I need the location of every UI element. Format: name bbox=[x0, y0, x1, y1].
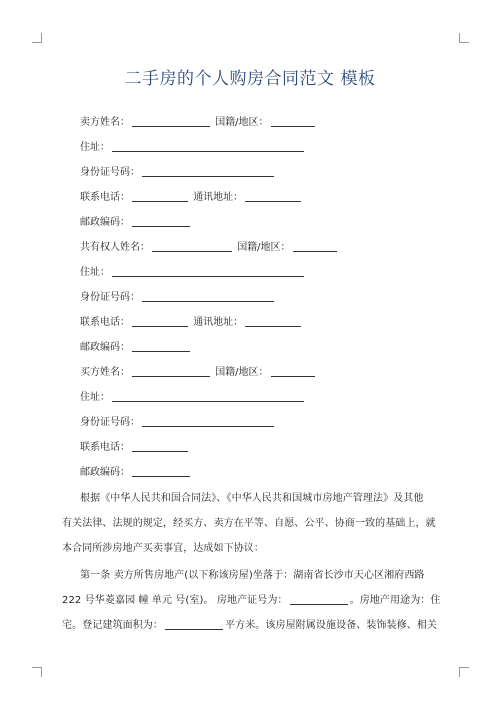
seller-id-label: 身份证号码： bbox=[80, 167, 140, 178]
property-cert-blank bbox=[290, 594, 348, 605]
buyer-name-label: 买方姓名： bbox=[80, 367, 130, 378]
buyer-phone-label: 联系电话： bbox=[80, 442, 130, 453]
buyer-address-label: 住址： bbox=[80, 392, 110, 403]
seller-nationality-label: 国籍/地区： bbox=[215, 117, 269, 128]
crop-mark-top-right bbox=[459, 33, 469, 43]
buyer-name-blank bbox=[132, 366, 210, 377]
co-owner-address-row bbox=[80, 266, 306, 280]
article-one-line-2 bbox=[62, 594, 441, 608]
article-one-line-2-a: 222 号华菱嘉园 幢 单元 号(室)。 房地产证号为： bbox=[62, 595, 288, 606]
co-owner-nationality-blank bbox=[293, 241, 337, 252]
preamble-line-3: 本合同所涉房地产买卖事宜，达成如下协议： bbox=[62, 543, 264, 554]
seller-address-blank bbox=[112, 141, 304, 152]
buyer-postcode-blank bbox=[132, 466, 190, 477]
co-owner-postcode-blank bbox=[132, 341, 190, 352]
seller-nationality-blank bbox=[271, 116, 315, 127]
co-owner-id-row bbox=[80, 291, 276, 305]
co-owner-phone-label: 联系电话： bbox=[80, 317, 130, 328]
buyer-address-row bbox=[80, 391, 306, 405]
co-owner-address-blank bbox=[112, 266, 304, 277]
crop-mark-top-left bbox=[32, 33, 42, 43]
floor-area-blank bbox=[165, 619, 223, 630]
co-owner-name-blank bbox=[152, 241, 232, 252]
buyer-phone-blank bbox=[132, 441, 188, 452]
seller-postcode-row bbox=[80, 216, 192, 230]
co-owner-id-label: 身份证号码： bbox=[80, 292, 140, 303]
seller-phone-row bbox=[80, 191, 303, 205]
buyer-id-label: 身份证号码： bbox=[80, 417, 140, 428]
co-owner-postcode-label: 邮政编码： bbox=[80, 342, 130, 353]
co-owner-phone-blank bbox=[132, 316, 188, 327]
co-owner-address-label: 住址： bbox=[80, 267, 110, 278]
seller-id-blank bbox=[142, 166, 274, 177]
seller-phone-label: 联系电话： bbox=[80, 192, 130, 203]
buyer-address-blank bbox=[112, 391, 304, 402]
article-one-line-2-b: 。房地产用途为：住 bbox=[349, 595, 441, 606]
co-owner-id-blank bbox=[142, 291, 274, 302]
seller-phone-blank bbox=[132, 191, 188, 202]
seller-id-row bbox=[80, 166, 276, 180]
buyer-postcode-label: 邮政编码： bbox=[80, 467, 130, 478]
seller-postcode-label: 邮政编码： bbox=[80, 217, 130, 228]
seller-name-label: 卖方姓名： bbox=[80, 117, 130, 128]
co-owner-postcode-row bbox=[80, 341, 192, 355]
seller-name-blank bbox=[132, 116, 210, 127]
article-one-line-1: 第一条 卖方所售房地产(以下称该房屋)坐落于：湖南省长沙市天心区湘府西路 bbox=[80, 570, 425, 581]
seller-name-row bbox=[80, 116, 317, 130]
crop-mark-bottom-right bbox=[459, 667, 469, 677]
seller-address-row bbox=[80, 141, 306, 155]
seller-address-label: 住址： bbox=[80, 142, 110, 153]
buyer-name-row bbox=[80, 366, 317, 380]
buyer-id-row bbox=[80, 416, 276, 430]
co-owner-mail-blank bbox=[245, 316, 301, 327]
seller-mail-label: 通讯地址： bbox=[193, 192, 244, 203]
article-one-line-3 bbox=[62, 619, 438, 633]
preamble-line-2: 有关法律、法规的规定，经买方、卖方在平等、自愿、公平、协商一致的基础上，就 bbox=[62, 518, 436, 529]
buyer-nationality-label: 国籍/地区： bbox=[215, 367, 269, 378]
crop-mark-bottom-left bbox=[32, 667, 42, 677]
article-one-line-3-b: 平方米。该房屋附属设施设备、装饰装修、相关 bbox=[225, 620, 438, 631]
co-owner-name-label: 共有权人姓名： bbox=[80, 242, 150, 253]
document-title: 二手房的个人购房合同范文 模板 bbox=[124, 69, 376, 89]
buyer-id-blank bbox=[142, 416, 274, 427]
co-owner-phone-row bbox=[80, 316, 303, 330]
buyer-postcode-row bbox=[80, 466, 192, 480]
buyer-nationality-blank bbox=[271, 366, 315, 377]
seller-mail-blank bbox=[245, 191, 301, 202]
preamble-line-1: 根据《中华人民共和国合同法》、《中华人民共和国城市房地产管理法》及其他 bbox=[80, 493, 424, 504]
co-owner-mail-label: 通讯地址： bbox=[193, 317, 244, 328]
co-owner-name-row bbox=[80, 241, 339, 255]
article-one-line-3-a: 宅。登记建筑面积为： bbox=[62, 620, 163, 631]
buyer-phone-row bbox=[80, 441, 190, 455]
co-owner-nationality-label: 国籍/地区： bbox=[237, 242, 291, 253]
seller-postcode-blank bbox=[132, 216, 190, 227]
